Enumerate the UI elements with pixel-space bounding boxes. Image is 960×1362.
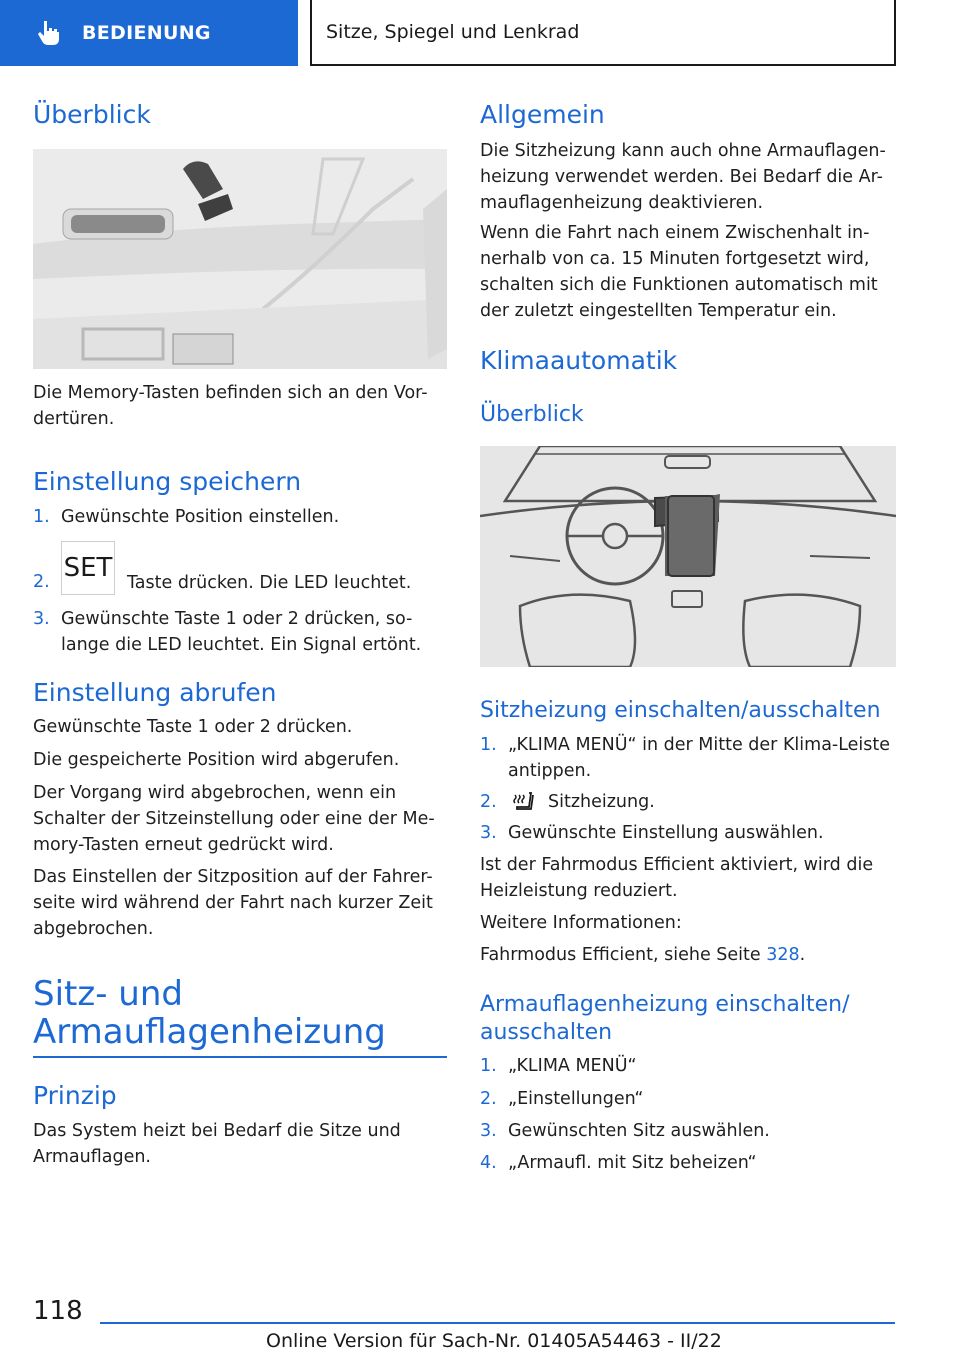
list-text: „Armaufl. mit Sitz beheizen“ — [508, 1153, 757, 1173]
principle-text: Das System heizt bei Bedarf die Sitze und Armauflagen. — [33, 1121, 401, 1167]
xref-text: Fahrmodus Efficient, siehe Seite — [480, 945, 767, 965]
list-item — [480, 1086, 896, 1112]
recall-paragraph: Der Vorgang wird abgebrochen, wenn ein Schalter der Sitzeinstellung oder eine der Me-mory-Tasten erneut gedrückt wird. — [33, 783, 435, 855]
list-item — [480, 732, 896, 784]
heading-climate: Klimaautomatik — [480, 346, 678, 375]
list-number: 1. — [33, 507, 50, 527]
seat-heating-icon — [508, 790, 538, 814]
general-paragraph: Die Sitzheizung kann auch ohne Armauflagen-heizung verwendet werden. Bei Bedarf die Ar-mauflagenheizung deaktivieren. — [480, 141, 886, 213]
list-number: 2. — [33, 572, 50, 592]
header-section-tab — [0, 0, 298, 66]
xref-end: . — [799, 945, 806, 965]
door-panel-photo — [33, 149, 447, 369]
heading-overview: Überblick — [33, 100, 151, 129]
list-number: 1. — [480, 1056, 497, 1076]
heading-seat-armrest-heating-line2: Armauflagenheizung — [33, 1012, 386, 1052]
list-number: 3. — [480, 1121, 497, 1141]
pointing-hand-icon — [30, 13, 70, 53]
cross-reference — [480, 942, 896, 968]
heading-general: Allgemein — [480, 100, 605, 129]
heading-principle: Prinzip — [33, 1081, 117, 1110]
list-text: Gewünschte Einstellung auswählen. — [508, 823, 824, 843]
list-item — [480, 820, 896, 846]
heading-seat-heating-toggle: Sitzheizung einschalten/ausschalten — [480, 698, 881, 723]
heading-recall-setting: Einstellung abrufen — [33, 678, 277, 707]
list-text: „KLIMA MENÜ“ in der Mitte der Klima-Leiste antippen. — [508, 735, 891, 781]
list-number: 3. — [480, 823, 497, 843]
more-info-label: Weitere Informationen: — [480, 913, 682, 933]
general-paragraph: Wenn die Fahrt nach einem Zwischenhalt in-nerhalb von ca. 15 Minuten fortgesetzt wird, schalten sich die Funktionen automatisch mit der zuletzt eingestellten Temperatur ein. — [480, 223, 878, 321]
heading-armrest-heating-line2: ausschalten — [480, 1020, 613, 1045]
list-item — [480, 1150, 896, 1176]
list-number: 2. — [480, 792, 497, 812]
xref-page-link[interactable]: 328 — [766, 945, 800, 965]
list-text: Gewünschten Sitz auswählen. — [508, 1121, 770, 1141]
recall-paragraph: Die gespeicherte Position wird abgerufen. — [33, 750, 400, 770]
list-number: 1. — [480, 735, 497, 755]
footer-online-version: Online Version für Sach-Nr. 01405A54463 - II/22 — [266, 1330, 722, 1352]
cockpit-illustration — [480, 446, 896, 667]
set-button-icon: SET — [61, 541, 115, 595]
list-text: Taste drücken. Die LED leuchtet. — [127, 573, 412, 593]
heading-climate-overview: Überblick — [480, 402, 584, 427]
list-item — [33, 540, 447, 596]
list-text: Sitzheizung. — [548, 792, 655, 812]
list-number: 2. — [480, 1089, 497, 1109]
heading-rule — [33, 1056, 447, 1058]
list-text: Gewünschte Position einstellen. — [61, 507, 340, 527]
list-number: 4. — [480, 1153, 497, 1173]
list-item — [480, 1118, 896, 1144]
heading-armrest-heating-line1: Armauflagenheizung einschalten/ — [480, 992, 850, 1017]
list-text: „Einstellungen“ — [508, 1089, 644, 1109]
list-item — [33, 504, 447, 530]
heading-seat-armrest-heating-line1: Sitz- und — [33, 974, 183, 1014]
header-chapter-title: Sitze, Spiegel und Lenkrad — [326, 21, 580, 43]
list-item — [33, 606, 447, 658]
memory-note: Die Memory-Tasten befinden sich an den Vor-dertüren. — [33, 383, 428, 429]
list-text: Gewünschte Taste 1 oder 2 drücken, so-lange die LED leuchtet. Ein Signal ertönt. — [61, 609, 422, 655]
list-item — [480, 1053, 896, 1079]
page-number: 118 — [33, 1296, 83, 1326]
efficient-note: Ist der Fahrmodus Efficient aktiviert, wird die Heizleistung reduziert. — [480, 855, 874, 901]
header-section-title: BEDIENUNG — [82, 22, 211, 44]
header-chapter-tab — [310, 0, 896, 66]
list-text: „KLIMA MENÜ“ — [508, 1056, 637, 1076]
list-item — [480, 789, 896, 815]
heading-save-setting: Einstellung speichern — [33, 467, 302, 496]
recall-paragraph: Gewünschte Taste 1 oder 2 drücken. — [33, 717, 353, 737]
list-number: 3. — [33, 609, 50, 629]
footer-rule — [100, 1322, 895, 1324]
recall-paragraph: Das Einstellen der Sitzposition auf der Fahrer-seite wird während der Fahrt nach kurzer Zeit abgebrochen. — [33, 867, 433, 939]
